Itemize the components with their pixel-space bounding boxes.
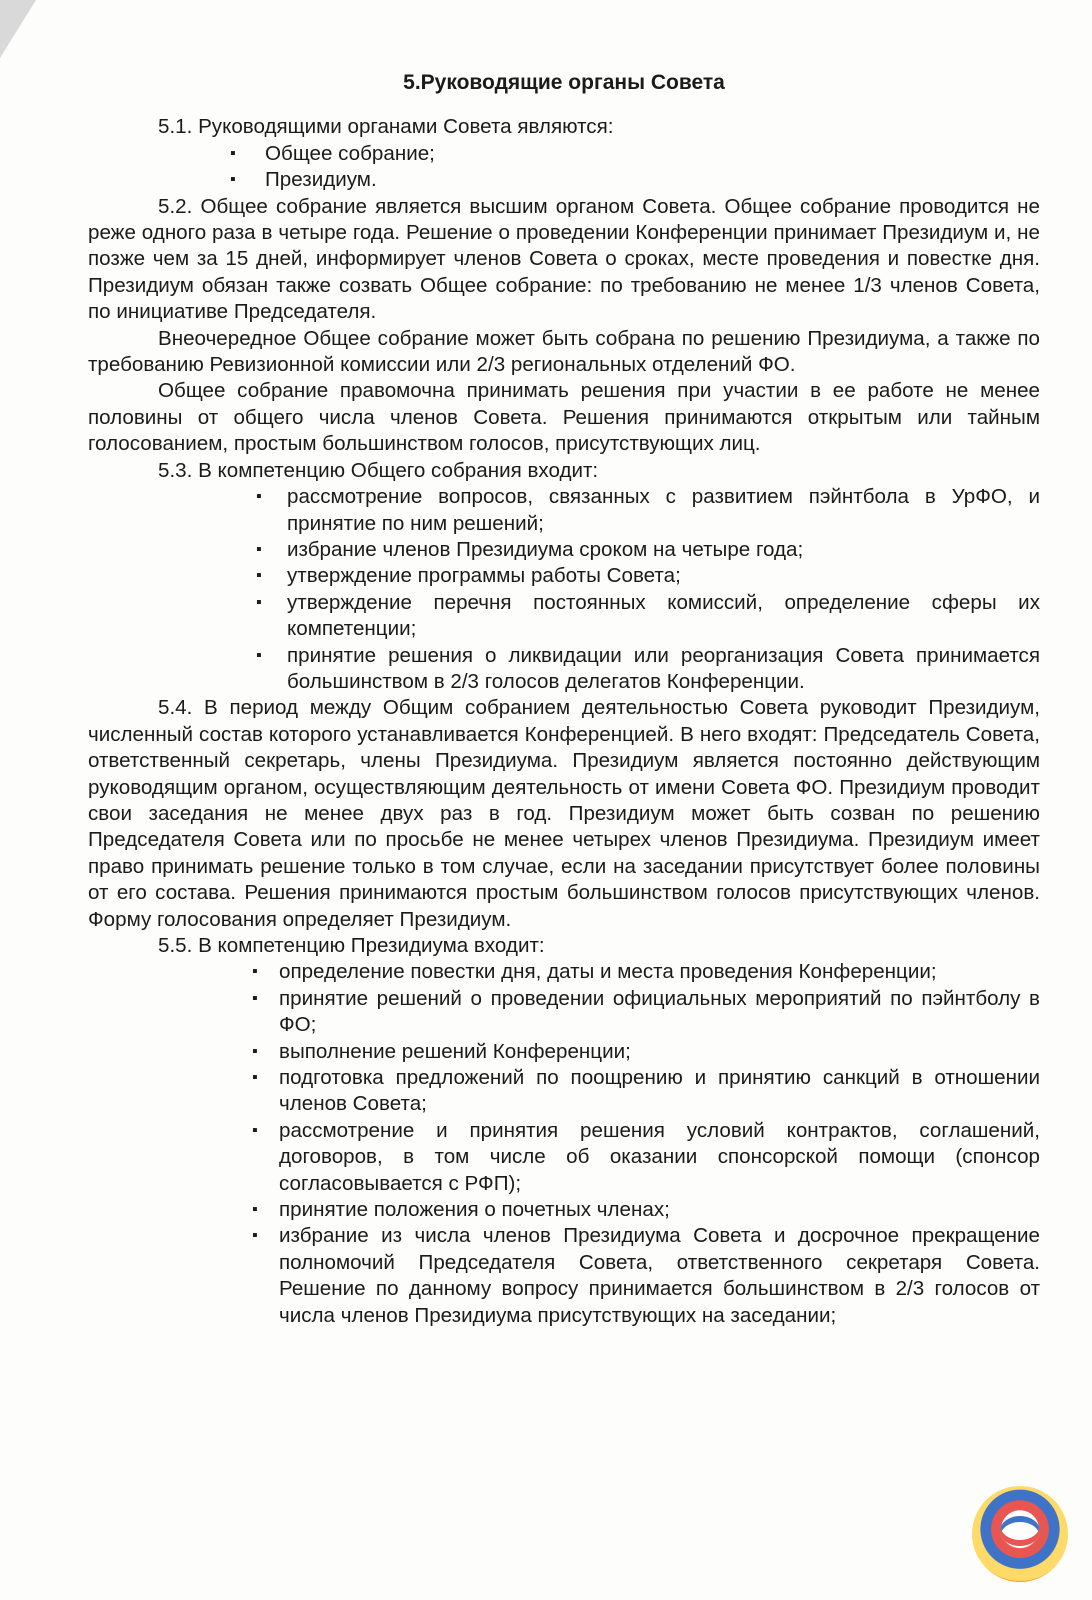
list-item: ▪ принятие положения о почетных членах;: [252, 1197, 1040, 1223]
clause-5-4: 5.4. В период между Общим собранием деятельностью Совета руководит Президиум, численный состав которого устанавливается Конференцией. В него входят: Председатель Совета, ответственный секретарь, члены Президиума. Президиум является постоянно действующим руководящим органом, осуществляющим деятельность от имени Совета ФО. Президиум проводит свои заседания не менее двух раз в год. Президиум может быть созван по решению Председателя Совета или по просьбе не менее четырех членов Президиума. Президиум имеет право принимать решение только в том случае, если на заседании присутствует более половины от его состава. Решения принимаются простым большинством голосов присутствующих членов. Форму голосования определяет Президиум.: [88, 696, 1040, 931]
clause-5-5: 5.5. В компетенцию Президиума входит:: [158, 934, 545, 957]
list-item: ▪ Президиум.: [230, 167, 1040, 193]
list-item: ▪ рассмотрение и принятия решения условий контрактов, соглашений, договоров, в том числе об оказании спонсорской помощи (спонсор согласовывается с РФП);: [252, 1118, 1040, 1197]
list-item: ▪ избрание членов Президиума сроком на четыре года;: [256, 537, 1040, 563]
governing-bodies-list: [88, 141, 1040, 194]
watermark-logo: [972, 1486, 1068, 1582]
logo-emblem-icon: [1000, 1516, 1040, 1546]
clause-5-2-extraordinary: Внеочередное Общее собрание может быть собрана по решению Президиума, а также по требованию Ревизионной комиссии или 2/3 региональных отделений ФО.: [88, 326, 1040, 377]
section-heading: 5.Руководящие органы Совета: [403, 71, 725, 94]
clause-5-2-quorum: Общее собрание правомочна принимать решения при участии в ее работе не менее половины от общего числа членов Совета. Решения принимаются открытым или тайным голосованием, простым большинством голосов, присутствующих лиц.: [88, 379, 1040, 456]
list-item: ▪ утверждение перечня постоянных комиссий, определение сферы их компетенции;: [256, 590, 1040, 643]
list-item: ▪ выполнение решений Конференции;: [252, 1039, 1040, 1065]
folded-corner: [0, 0, 36, 58]
document-body: [88, 70, 1040, 1329]
list-item: ▪ принятие решения о ликвидации или реорганизация Совета принимается большинством в 2/3 голосов делегатов Конференции.: [256, 643, 1040, 696]
presidium-competence-list: [88, 959, 1040, 1329]
list-item: ▪ Общее собрание;: [230, 141, 1040, 167]
list-item: ▪ утверждение программы работы Совета;: [256, 563, 1040, 589]
clause-5-3: 5.3. В компетенцию Общего собрания входит:: [158, 458, 599, 482]
list-item: ▪ подготовка предложений по поощрению и принятию санкций в отношении членов Совета;: [252, 1065, 1040, 1118]
list-item: ▪ определение повестки дня, даты и места проведения Конференции;: [252, 959, 1040, 985]
list-item: ▪ рассмотрение вопросов, связанных с развитием пэйнтбола в УрФО, и принятие по ним решений;: [256, 484, 1040, 537]
clause-5-2: 5.2. Общее собрание является высшим органом Совета. Общее собрание проводится не реже одного раза в четыре года. Решение о проведении Конференции принимает Президиум и, не позже чем за 15 дней, информирует членов Совета о сроках, месте проведения и повестке дня. Президиум обязан также созвать Общее собрание: по требованию не менее 1/3 членов Совета, по инициативе Председателя.: [88, 194, 1040, 324]
assembly-competence-list: [88, 484, 1040, 695]
list-item: ▪ избрание из числа членов Президиума Совета и досрочное прекращение полномочий Председателя Совета, ответственного секретаря Совета. Решение по данному вопросу принимается большинством в 2/3 голосов от числа членов Президиума присутствующих на заседании;: [252, 1223, 1040, 1329]
list-item: ▪ принятие решений о проведении официальных мероприятий по пэйнтболу в ФО;: [252, 986, 1040, 1039]
clause-5-1: 5.1. Руководящими органами Совета являются:: [158, 115, 614, 139]
